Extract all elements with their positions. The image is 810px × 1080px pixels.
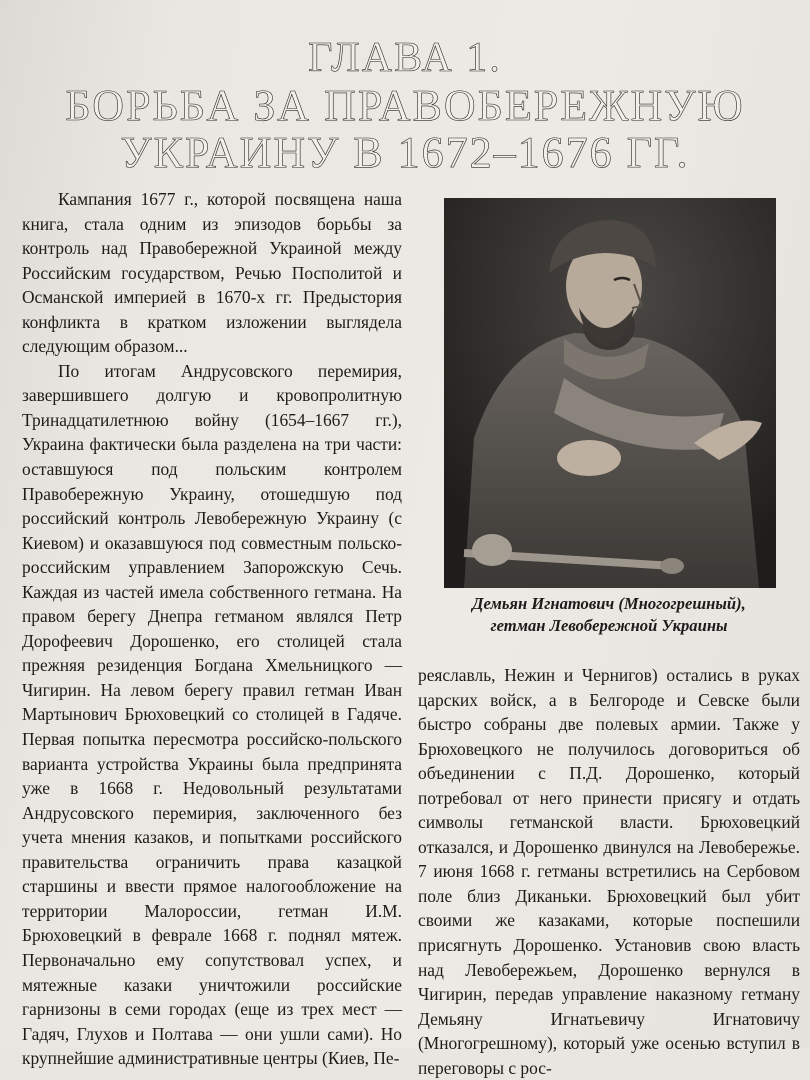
portrait-illustration xyxy=(444,198,776,588)
paragraph-3: реяславль, Нежин и Чернигов) остались в руках царских войск, а в Белгороде и Севске были быстро собраны две полевых армии. Также у Брюховецкого не получилось договориться об объединении с П.Д. Дорошенко, который потребовал от него принести присягу и отдать символы гетманской власти. Брюховецкий отказался, и Дорошенко двинулся на Левобережье. 7 июня 1668 г. гетманы встретились на Сербовом поле близ Диканьки. Брюховецкий был убит своими же казаками, которые поспешили присягнуть Дорошенко. Установив свою власть над Левобережьем, Дорошенко вернулся в Чигирин, передав управление наказному гетману Демьяну Игнатьевичу Игнатовичу (Многогрешному), который уже осенью вступил в переговоры с рос- xyxy=(418,665,800,1078)
left-text-column xyxy=(22,187,402,1071)
portrait-drawing xyxy=(444,198,776,588)
chapter-title-line-3: УКРАИНУ В 1672–1676 ГГ. xyxy=(120,128,690,178)
paragraph-1: Кампания 1677 г., которой посвящена наша книга, стала одним из эпизодов борьбы за контроль над Правобережной Украиной между Российским государством, Речью Посполитой и Османской империей в 1670-х гг. Предыстория конфликта в кратком изложении выглядела следующим образом... xyxy=(22,189,402,357)
caption-line-2: гетман Левобережной Украины xyxy=(490,616,728,635)
figure-caption xyxy=(418,593,800,637)
chapter-title xyxy=(0,35,810,176)
chapter-title-line-1: ГЛАВА 1. xyxy=(308,35,502,82)
chapter-title-line-2: БОРЬБА ЗА ПРАВОБЕРЕЖНУЮ xyxy=(65,81,745,131)
caption-line-1: Демьян Игнатович (Многогрешный), xyxy=(472,594,746,613)
paragraph-2: По итогам Андрусовского перемирия, завершившего долгую и кровопролитную Тринадцатилетнюю войну (1654–1667 гг.), Украина фактически была разделена на три части: оставшуюся под польским контролем Правобережную Украину, отошедшую под российский контроль Левобережную Украину (с Киевом) и оказавшуюся под совместным польско-российским управлением Запорожскую Сечь. Каждая из частей имела собственного гетмана. На правом берегу Днепра гетманом являлся Петр Дорофеевич Дорошенко, его столицей стала прежняя резиденция Богдана Хмельницкого — Чигирин. На левом берегу правил гетман Иван Мартынович Брюховецкий со столицей в Гадяче. Первая попытка пересмотра российско-польского варианта устройства Украины была предпринята уже в 1668 г. Недовольный результатами Андрусовского перемирия, заключенного без учета мнения казаков, и попытками российского правительства ограничить права казацкой старшины и ввести прямое налогообложение на территории Малороссии, гетман И.М. Брюховецкий в феврале 1668 г. поднял мятеж. Первоначально ему сопутствовал успех, и мятежные казаки уничтожили российские гарнизоны в семи городах (еще из трех мест — Гадяч, Глухов и Полтава — они ушли сами). Но крупнейшие административные центры (Киев, Пе- xyxy=(22,360,402,1069)
right-text-column xyxy=(418,663,800,1080)
